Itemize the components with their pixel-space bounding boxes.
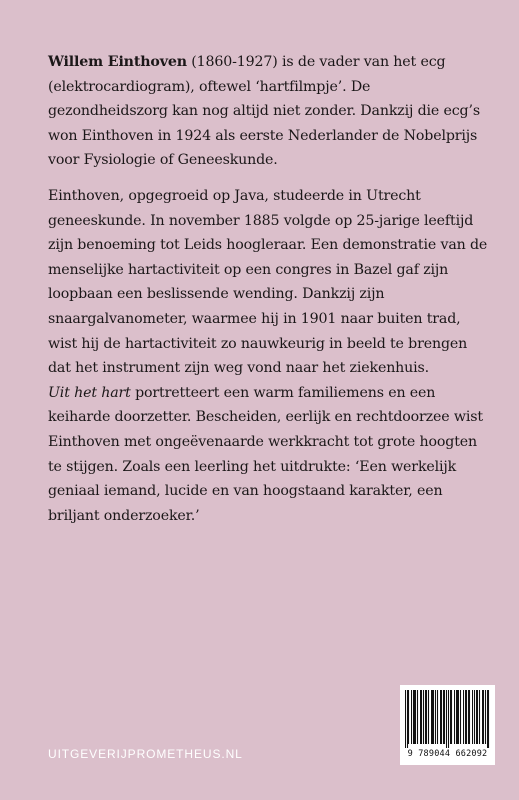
portrait-text: portretteert een warm familiemens en een keiharde doorzetter. Bescheiden, eerlijk en rechtdoorzee wist Einthoven met ongeëvenaarde werkkracht tot grote hoogten te stijgen. Zoals een leerling het uitdrukte: ‘Een werkelijk geniaal iemand, lucide en van hoogstaand karakter, een briljant onderzoeker.’ bbox=[48, 384, 483, 524]
isbn-barcode bbox=[400, 685, 495, 765]
intro-text: (1860-1927) is de vader van het ecg (elektrocardiogram), oftewel ‘hartfilmpje’. De gezondheidszorg kan nog altijd niet zonder. Dankzij die ecg’s won Einthoven in 1924 als eerste Nederlander de Nobelprijs voor Fysiologie of Geneeskunde. bbox=[48, 54, 480, 169]
back-cover-text bbox=[48, 50, 488, 528]
biography-text: Einthoven, opgegroeid op Java, studeerde in Utrecht geneeskunde. In november 1885 volgde op 25-jarige leeftijd zijn benoeming tot Leids hoogleraar. Een demonstratie van de menselijke hartactiviteit op een congres in Bazel gaf zijn loopbaan een beslissende wending. Dankzij zijn snaargalvanometer, waarmee hij in 1901 naar buiten trad, wist hij de hartactiviteit zo nauwkeurig in beeld te brengen dat het instrument zijn weg vond naar het ziekenhuis. bbox=[48, 187, 488, 377]
book-title: Uit het hart bbox=[48, 384, 131, 401]
intro-paragraph bbox=[48, 50, 488, 173]
publisher-url: UITGEVERIJPROMETHEUS.NL bbox=[48, 747, 243, 761]
description-paragraph bbox=[48, 184, 488, 528]
isbn-digits: 9 789044 662092 bbox=[407, 749, 488, 759]
barcode-bars bbox=[405, 690, 490, 748]
subject-name: Willem Einthoven bbox=[48, 54, 187, 70]
